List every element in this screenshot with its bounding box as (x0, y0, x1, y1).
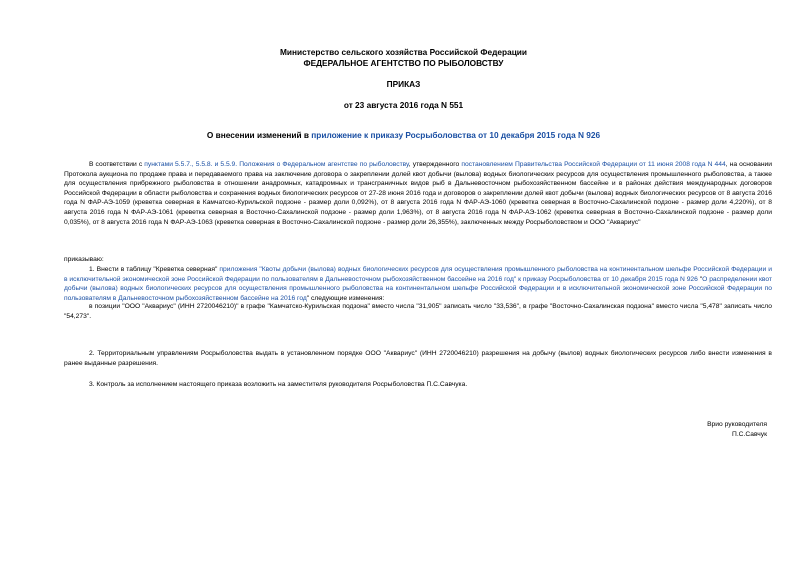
item-3 (64, 380, 772, 390)
item-3-text: 3. Контроль за исполнением настоящего приказа возложить на заместителя руководителя Росрыболовства П.С.Савчука. (89, 381, 468, 388)
item-1 (64, 265, 772, 303)
preamble (64, 160, 772, 227)
doc-date-number: от 23 августа 2016 года N 551 (343, 100, 464, 110)
item-1-text-2: " (697, 275, 703, 283)
doc-type: ПРИКАЗ (386, 79, 421, 89)
order-word (64, 255, 772, 265)
agency-name: ФЕДЕРАЛЬНОЕ АГЕНТСТВО ПО РЫБОЛОВСТВУ (303, 58, 504, 68)
appendix-link[interactable]: приложения "Квоты добычи (вылова) водных биологических ресурсов для осуществления промышленного рыболовства на континентальном шельфе Российской Федерации и в исключительной экономической зоне Российской Федерации по пользователям в Дальневосточном рыбохозяйственном бассейне на 2016 год" к приказу Росрыболовства от 10 декабря 2015 года N 926 (64, 266, 772, 283)
signature-position: Врио руководителя (707, 421, 767, 428)
ministry-name: Министерство сельского хозяйства Российской Федерации (280, 47, 527, 57)
preamble-text-1: В соответствии с (89, 161, 145, 168)
government-decree-link[interactable]: постановлением Правительства Российской Федерации от 11 июня 2008 года N 444 (461, 161, 726, 168)
item-1-text-1: 1. Внести в таблицу "Креветка северная" (89, 266, 220, 273)
signature-name: П.С.Савчук (732, 431, 767, 438)
item-2-text: 2. Территориальным управлениям Росрыболовства выдать в установленном порядке ООО "Аквариус" (ИНН 2720046210) разрешения на добычу (вылов) водных биологических ресурсов либо внести изменения в ранее выданные разрешения. (64, 350, 772, 367)
title-link[interactable]: приложение к приказу Росрыболовства от 10 декабря 2015 года N 926 (311, 130, 601, 140)
document-title (0, 130, 807, 141)
item-1-sub (64, 302, 772, 321)
signature-block (707, 420, 767, 440)
preamble-text-3: , на основании Протокола аукциона по продаже права и передаваемого права на заключение договора о закреплении долей квот добычи (вылова) водных биологических ресурсов для осуществления промышленного рыболовства, а также для осуществления прибрежного рыболовства в отношении анадромных, катадромных и трансграничных видов рыб в Дальневосточном рыбохозяйственном бассейне и в районах действия международных договоров Российской Федерации в области рыболовства и сохранения водных биологических ресурсов от 27-28 июня 2016 года и договоров о закреплении долей квот добычи (вылова) водных биологических ресурсов от 8 августа 2016 года N ФАР-АЭ-1059 (креветка северная в Камчатско-Курильской подзоне - размер доли 0,092%), от 8 августа 2016 года N ФАР-АЭ-1060 (креветка северная в Восточно-Сахалинской подзоне - размер доли 4,220%), от 8 августа 2016 года N ФАР-АЭ-1061 (креветка северная в Восточно-Сахалинской подзоне - размер доли 1,963%), от 8 августа 2016 года N ФАР-АЭ-1062 (креветка северная в Восточно-Сахалинской подзоне - размер доли 0,035%), от 8 августа 2016 года N ФАР-АЭ-1063 (креветка северная в Восточно-Сахалинской подзоне - размер доли 26,355%), заключенных между Росрыболовством и ООО "Аквариус" (64, 161, 773, 226)
preamble-paragraph (64, 160, 772, 227)
order-926-link[interactable]: О распределении квот добычи (вылова) водных биологических ресурсов для осуществления промышленного рыболовства на континентальном шельфе Российской Федерации и в исключительной экономической зоне Российской Федерации по пользователям в Дальневосточном рыбохозяйственном бассейне на 2016 год (64, 275, 772, 302)
item-2 (64, 349, 772, 368)
item-1-text-3: " следующие изменения: (306, 294, 385, 302)
regulation-link[interactable]: пунктами 5.5.7., 5.5.8. и 5.5.9. Положения о Федеральном агентстве по рыболовству (144, 161, 409, 168)
item-1-paragraph (64, 265, 772, 303)
order-word-text: приказываю: (64, 256, 104, 263)
preamble-text-2: , утвержденного (408, 161, 462, 168)
title-prefix: О внесении изменений в (206, 130, 312, 140)
item-1-sub-text: в позиции "ООО "Аквариус" (ИНН 2720046210)" в графе "Камчатско-Курильская подзона" вместо числа "31,905" записать число "33,536", в графе "Восточно-Сахалинская подзона" вместо числа "5,478" записать число "54,273". (64, 303, 772, 320)
